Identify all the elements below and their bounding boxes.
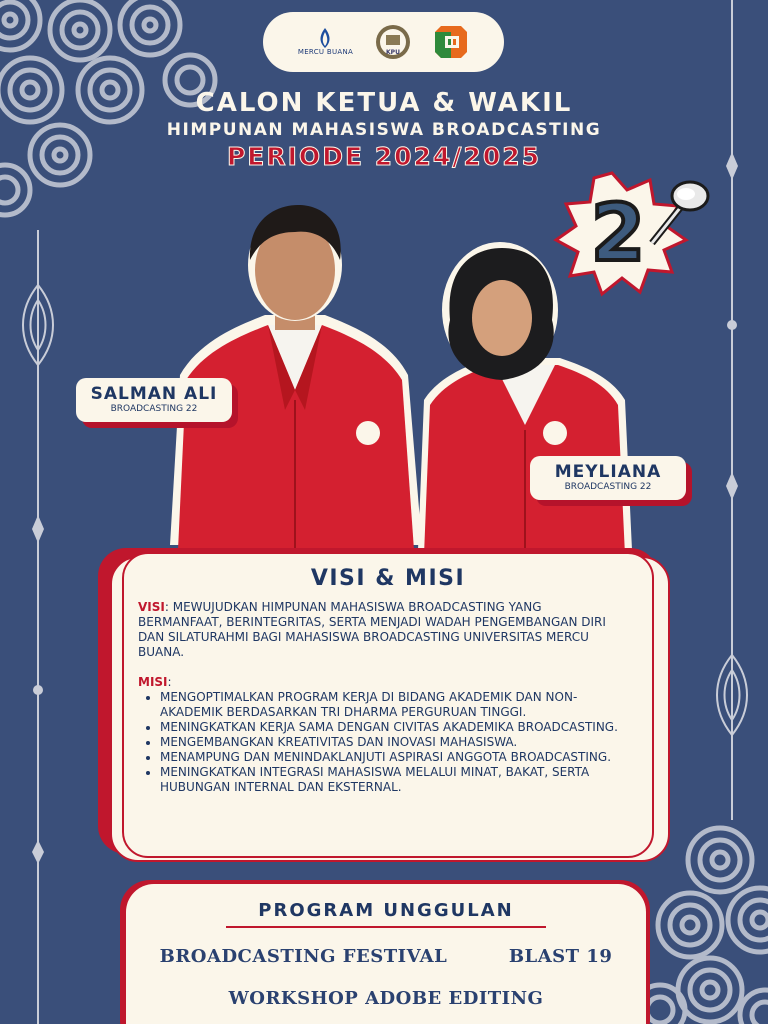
- candidate-number: 2: [590, 189, 646, 279]
- program-title: PROGRAM UNGGULAN: [258, 900, 514, 921]
- program-item: WORKSHOP ADOBE EDITING: [228, 988, 544, 1009]
- misi-item: • MENINGKATKAN KERJA SAMA DENGAN CIVITAS AKADEMIKA BROADCASTING.: [160, 720, 628, 735]
- visi-label: VISI: [138, 600, 165, 614]
- visi-misi-body: [138, 600, 628, 795]
- mercu-buana-icon: [313, 28, 337, 48]
- candidate-1-program: BROADCASTING 22: [110, 404, 198, 414]
- kpu-logo: [375, 24, 411, 60]
- visi-misi-title: VISI & MISI: [310, 566, 466, 591]
- program-row-1: [126, 946, 646, 967]
- kpu-emblem-icon: [375, 24, 411, 60]
- misi-item: • MENINGKATKAN INTEGRASI MAHASISWA MELALUI MINAT, BAKAT, SERTA HUBUNGAN INTERNAL DAN EKSTERNAL.: [160, 765, 628, 795]
- svg-text:KPU: KPU: [386, 49, 401, 56]
- candidate-1-photo: [150, 190, 440, 555]
- program-row-2: [126, 988, 646, 1009]
- logo-bar: [263, 12, 504, 72]
- visi-misi-card: [122, 552, 654, 858]
- himpunan-logo: [433, 24, 469, 60]
- candidate-2-name-tag: [530, 456, 686, 500]
- heading-organization: HIMPUNAN MAHASISWA BROADCASTING: [166, 120, 602, 140]
- program-item: BLAST 19: [508, 946, 613, 967]
- misi-list: [138, 690, 628, 795]
- mercu-buana-logo: [298, 28, 353, 56]
- program-divider: [226, 926, 546, 928]
- visi-paragraph: [138, 600, 628, 660]
- heading-title: CALON KETUA & WAKIL: [195, 88, 573, 118]
- candidate-2-program: BROADCASTING 22: [564, 482, 652, 492]
- visi-text: : MEWUJUDKAN HIMPUNAN MAHASISWA BROADCASTING YANG BERMANFAAT, BERINTEGRITAS, SERTA MENJADI WADAH PENGEMBANGAN DIRI DAN SILATURAHMI BAGI MAHASISWA BROADCASTING UNIVERSITAS MERCU BUANA.: [138, 600, 606, 659]
- program-item: BROADCASTING FESTIVAL: [159, 946, 448, 967]
- program-card: [126, 884, 646, 1024]
- candidate-2-name: MEYLIANA: [554, 462, 662, 482]
- candidate-1-name: SALMAN ALI: [90, 384, 218, 404]
- misi-colon: :: [167, 675, 172, 689]
- heading-period: PERIODE 2024/2025: [226, 142, 542, 171]
- misi-item: • MENGEMBANGKAN KREATIVITAS DAN INOVASI MAHASISWA.: [160, 735, 628, 750]
- misi-heading: [138, 675, 628, 690]
- himpunan-emblem-icon: [433, 24, 469, 60]
- misi-item: • MENAMPUNG DAN MENINDAKLANJUTI ASPIRASI ANGGOTA BROADCASTING.: [160, 750, 628, 765]
- misi-item: • MENGOPTIMALKAN PROGRAM KERJA DI BIDANG AKADEMIK DAN NON-AKADEMIK BERDASARKAN TRI DHARMA PERGURUAN TINGGI.: [160, 690, 628, 720]
- mercu-buana-caption: MERCU BUANA: [297, 48, 354, 56]
- candidate-1-name-tag: [76, 378, 232, 422]
- misi-label: MISI: [138, 675, 168, 689]
- candidate-2-photo: [410, 240, 640, 555]
